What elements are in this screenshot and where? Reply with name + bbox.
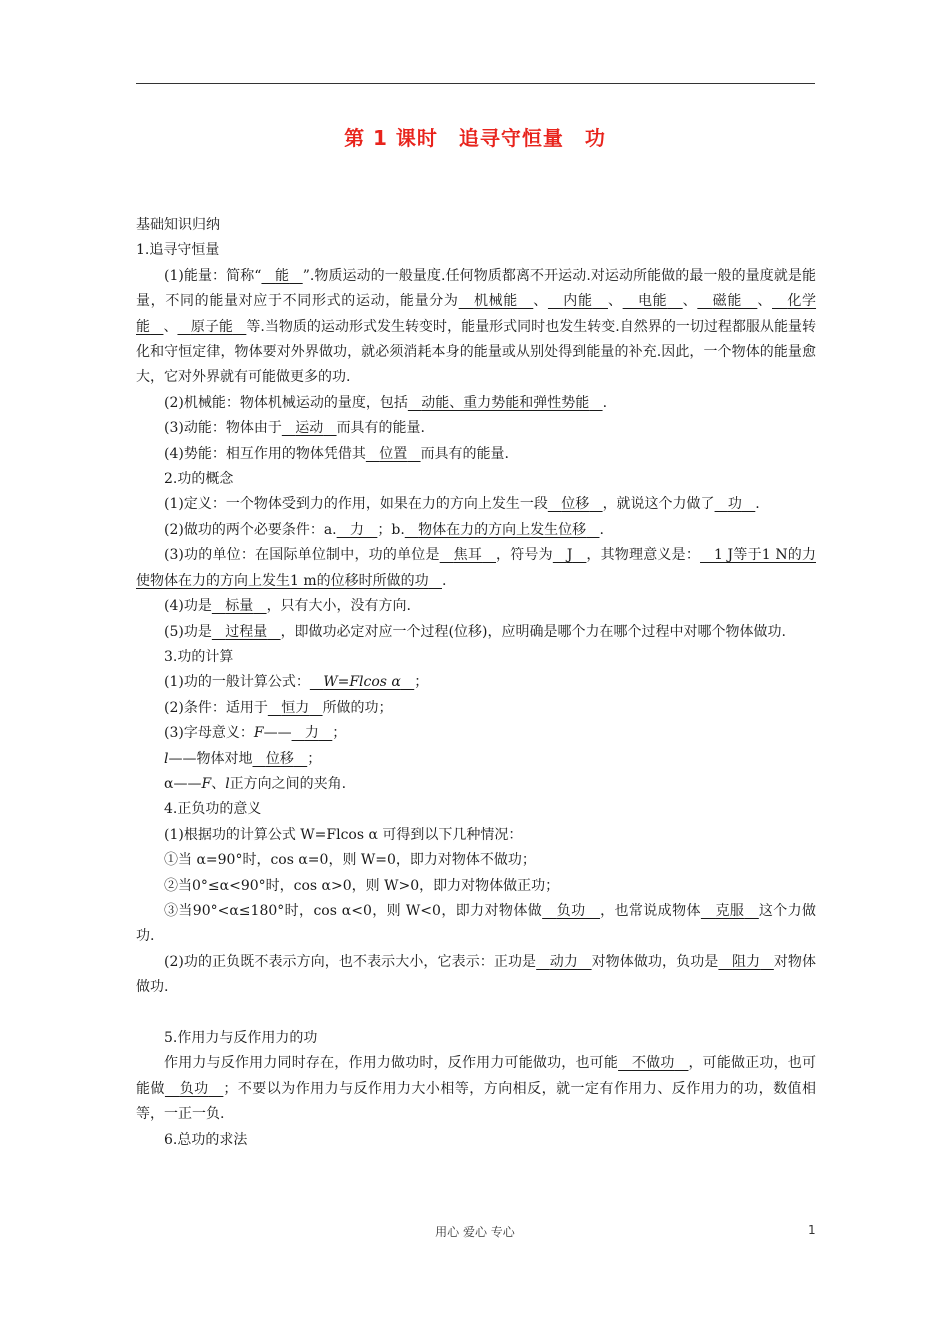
- blank-answer: 磁能: [712, 293, 742, 310]
- s4-paragraph-cases: (1)根据功的计算公式 W=Flcos α 可得到以下几种情况：: [164, 826, 523, 843]
- blank-answer: 标量: [225, 598, 254, 615]
- blank-answer: W=Flcos α: [323, 674, 401, 691]
- s1-paragraph-kinetic: (3)动能：物体由于 运动 而具有的能量.: [164, 420, 426, 437]
- s2-paragraph-scalar: (4)功是 标量 ，只有大小，没有方向.: [164, 598, 412, 615]
- s3-paragraph-angle: α——F、l正方向之间的夹角.: [164, 775, 347, 792]
- s1-paragraph-energy: (1)能量：简称“ 能 ”.物质运动的一般量度.任何物质都离不开运动.对运动所能做的最一般的量度就是能量，不同的能量对应于不同形式的运动，能量分为 机械能 、 内能 、 电能 、 磁能 、 化学能 、 原子能 等.当物质的运动形式发生转变时，能量形式同时也发生转变.自然界的一切过程都服从能量转化和守恒定律，物体要对外界做功，就必须消耗本身的能量或从别处得到能量的补充.因此，一个物体的能量愈大，它对外界就有可能做更多的功.: [136, 267, 817, 386]
- blank-answer: 恒力: [281, 699, 310, 716]
- blank-answer: 负功: [556, 902, 586, 919]
- spacer: [136, 1001, 816, 1026]
- blank-answer: 力: [304, 725, 319, 742]
- s5-heading: 5.作用力与反作用力的功: [164, 1029, 318, 1046]
- blank-answer: 阻力: [732, 953, 761, 970]
- s1-paragraph-potential: (4)势能：相互作用的物体凭借其 位置 而具有的能量.: [164, 445, 510, 462]
- blank-answer: 内能: [563, 293, 593, 310]
- s2-paragraph-unit: (3)功的单位：在国际单位制中，功的单位是 焦耳 ，符号为 J ，其物理意义是： 1 J等于1 N的力使物体在力的方向上发生1 m的位移时所做的功 .: [136, 547, 816, 589]
- s1-paragraph-mechanical: (2)机械能：物体机械运动的量度，包括 动能、重力势能和弹性势能 .: [164, 394, 608, 411]
- s3-paragraph-letters: (3)字母意义：F—— 力 ；: [164, 725, 347, 742]
- blank-answer: 能: [275, 267, 290, 284]
- blank-answer: 原子能: [190, 318, 233, 335]
- blank-answer: 动力: [549, 953, 578, 970]
- s4-case-positive: ②当0°≤α<90°时，cos α>0，则 W>0，即力对物体做正功；: [164, 877, 560, 894]
- s2-heading: 2.功的概念: [164, 471, 234, 488]
- s4-paragraph-meaning: (2)功的正负既不表示方向，也不表示大小，它表示：正功是 动力 对物体做功，负功是 阻力 对物体做功.: [136, 953, 817, 996]
- s4-case-negative: ③当90°<α≤180°时，cos α<0，则 W<0，即力对物体做 负功 ，也常说成物体 克服 这个力做功.: [136, 902, 817, 945]
- blank-answer: 1 J等于1 N的力使物体在力的方向上发生1 m的位移时所做的功: [136, 547, 816, 589]
- s4-case-zero: ①当 α=90°时，cos α=0，则 W=0，即力对物体不做功；: [164, 852, 536, 869]
- blank-answer: 功: [727, 496, 742, 513]
- blank-answer: 焦耳: [453, 547, 483, 564]
- s6-heading: 6.总功的求法: [164, 1131, 248, 1148]
- blank-answer: 位移: [561, 496, 590, 513]
- blank-answer: 克服: [715, 902, 745, 919]
- blank-answer: 过程量: [225, 623, 268, 640]
- document-body: [136, 213, 816, 1153]
- s4-heading: 4.正负功的意义: [164, 801, 262, 818]
- blank-answer: 不做功: [631, 1055, 675, 1072]
- blank-answer: 机械能: [473, 293, 518, 310]
- s2-paragraph-process: (5)功是 过程量 ，即做功必定对应一个过程(位移)，应明确是哪个力在哪个过程中对哪个物体做功.: [164, 623, 786, 640]
- header-rule: [136, 83, 815, 84]
- s3-paragraph-displacement: l——物体对地 位移 ；: [164, 750, 322, 767]
- s3-heading: 3.功的计算: [164, 648, 234, 665]
- s1-heading: 1.追寻守恒量: [136, 242, 220, 259]
- s2-paragraph-definition: (1)定义：一个物体受到力的作用，如果在力的方向上发生一段 位移 ，就说这个力做了 功 .: [164, 496, 760, 513]
- s2-paragraph-conditions: (2)做功的两个必要条件：a. 力 ；b. 物体在力的方向上发生位移 .: [164, 521, 604, 538]
- blank-answer: 负功: [179, 1080, 209, 1097]
- blank-answer: 运动: [295, 420, 324, 437]
- blank-answer: 动能、重力势能和弹性势能: [421, 394, 590, 411]
- section-heading: 基础知识归纳: [136, 217, 220, 233]
- s3-paragraph-formula: (1)功的一般计算公式： W=Flcos α ；: [164, 674, 429, 691]
- blank-answer: 位移: [265, 750, 294, 767]
- blank-answer: 物体在力的方向上发生位移: [418, 521, 587, 538]
- page-title: 第 1 课时 追寻守恒量 功: [344, 126, 606, 150]
- page-number: 1: [808, 1223, 816, 1237]
- footer-text: 用心 爱心 专心: [435, 1225, 515, 1239]
- blank-answer: 力: [350, 521, 364, 538]
- blank-answer: 电能: [637, 293, 668, 310]
- blank-answer: 位置: [379, 445, 408, 462]
- blank-answer: 化学能: [136, 293, 817, 335]
- s5-paragraph: 作用力与反作用力同时存在，作用力做功时，反作用力可能做功，也可能 不做功 ，可能做正功，也可能做 负功 ；不要以为作用力与反作用力大小相等，方向相反，就一定有作用力、反作用力的功，数值相等，一正一负.: [136, 1055, 816, 1123]
- s3-paragraph-condition: (2)条件：适用于 恒力 所做的功；: [164, 699, 393, 716]
- blank-answer: J: [566, 547, 573, 564]
